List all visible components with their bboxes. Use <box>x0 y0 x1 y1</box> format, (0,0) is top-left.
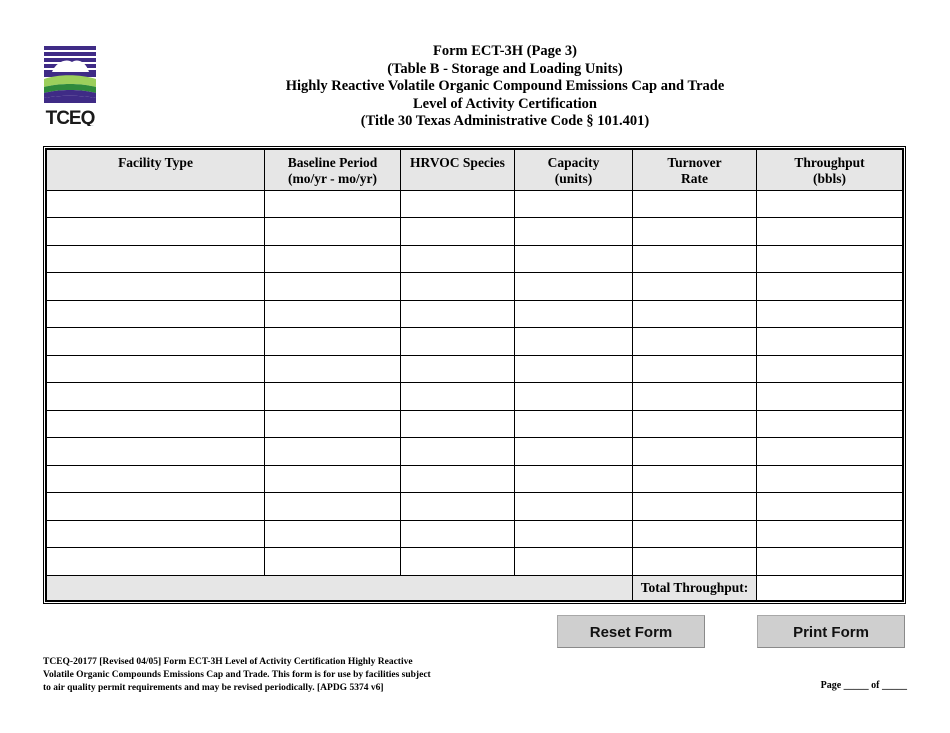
baseline-period-field[interactable] <box>265 465 401 492</box>
facility-type-field[interactable] <box>47 520 265 547</box>
throughput-field[interactable] <box>757 355 903 382</box>
footer-line-1: TCEQ-20177 [Revised 04/05] Form ECT-3H Level of Activity Certification Highly Reactive <box>43 657 413 667</box>
table-row <box>47 191 903 218</box>
throughput-field[interactable] <box>757 273 903 300</box>
hrvoc-species-field[interactable] <box>401 245 515 272</box>
baseline-period-field[interactable] <box>265 245 401 272</box>
total-throughput-field[interactable] <box>757 575 903 600</box>
baseline-period-field[interactable] <box>265 438 401 465</box>
form-title <box>200 43 810 131</box>
throughput-field[interactable] <box>757 245 903 272</box>
turnover-rate-field[interactable] <box>633 218 757 245</box>
col-header-baseline-period: Baseline Period (mo/yr - mo/yr) <box>265 150 401 191</box>
throughput-field[interactable] <box>757 328 903 355</box>
turnover-rate-field[interactable] <box>633 410 757 437</box>
title-line-3: Highly Reactive Volatile Organic Compound Emissions Cap and Trade <box>285 78 725 94</box>
table-row <box>47 328 903 355</box>
facility-type-field[interactable] <box>47 438 265 465</box>
hrvoc-species-field[interactable] <box>401 383 515 410</box>
hrvoc-species-field[interactable] <box>401 300 515 327</box>
turnover-rate-field[interactable] <box>633 383 757 410</box>
facility-type-field[interactable] <box>47 383 265 410</box>
title-line-2: (Table B - Storage and Loading Units) <box>387 60 623 77</box>
baseline-period-field[interactable] <box>265 520 401 547</box>
capacity-field[interactable] <box>515 410 633 437</box>
footer-line-3: to air quality permit requirements and may be revised periodically. [APDG 5374 v6] <box>43 683 384 693</box>
throughput-field[interactable] <box>757 218 903 245</box>
hrvoc-species-field[interactable] <box>401 328 515 355</box>
baseline-period-field[interactable] <box>265 328 401 355</box>
hrvoc-species-field[interactable] <box>401 273 515 300</box>
turnover-rate-field[interactable] <box>633 438 757 465</box>
facility-type-field[interactable] <box>47 410 265 437</box>
capacity-field[interactable] <box>515 245 633 272</box>
tceq-logo-text: TCEQ <box>45 108 95 126</box>
form-footer <box>43 656 463 695</box>
table-row <box>47 245 903 272</box>
facility-type-field[interactable] <box>47 273 265 300</box>
hrvoc-species-field[interactable] <box>401 548 515 575</box>
baseline-period-field[interactable] <box>265 383 401 410</box>
turnover-rate-field[interactable] <box>633 191 757 218</box>
storage-loading-table <box>43 146 906 604</box>
baseline-period-field[interactable] <box>265 493 401 520</box>
facility-type-field[interactable] <box>47 465 265 492</box>
hrvoc-species-field[interactable] <box>401 191 515 218</box>
turnover-rate-field[interactable] <box>633 548 757 575</box>
capacity-field[interactable] <box>515 438 633 465</box>
footer-line-2: Volatile Organic Compounds Emissions Cap and Trade. This form is for use by facilities subject <box>43 670 431 680</box>
table-row <box>47 300 903 327</box>
capacity-field[interactable] <box>515 191 633 218</box>
tceq-logo-icon <box>44 46 98 126</box>
baseline-period-field[interactable] <box>265 355 401 382</box>
col-header-hrvoc-species: HRVOC Species <box>401 150 515 191</box>
title-line-1: Form ECT-3H (Page 3) <box>432 43 578 59</box>
capacity-field[interactable] <box>515 548 633 575</box>
facility-type-field[interactable] <box>47 300 265 327</box>
col-header-capacity: Capacity (units) <box>515 150 633 191</box>
throughput-field[interactable] <box>757 300 903 327</box>
hrvoc-species-field[interactable] <box>401 465 515 492</box>
throughput-field[interactable] <box>757 520 903 547</box>
facility-type-field[interactable] <box>47 355 265 382</box>
baseline-period-field[interactable] <box>265 300 401 327</box>
capacity-field[interactable] <box>515 328 633 355</box>
table-row <box>47 493 903 520</box>
baseline-period-field[interactable] <box>265 410 401 437</box>
throughput-field[interactable] <box>757 410 903 437</box>
table-row <box>47 465 903 492</box>
title-line-4: Level of Activity Certification <box>412 95 597 112</box>
throughput-field[interactable] <box>757 191 903 218</box>
throughput-field[interactable] <box>757 438 903 465</box>
total-row-filler <box>47 575 633 600</box>
capacity-field[interactable] <box>515 273 633 300</box>
baseline-period-field[interactable] <box>265 218 401 245</box>
throughput-field[interactable] <box>757 493 903 520</box>
table-row <box>47 410 903 437</box>
table-row <box>47 438 903 465</box>
table-row <box>47 218 903 245</box>
page-number: Page _____ of _____ <box>820 680 907 691</box>
print-form-button[interactable]: Print Form <box>757 615 905 648</box>
turnover-rate-field[interactable] <box>633 273 757 300</box>
facility-type-field[interactable] <box>47 191 265 218</box>
table-row <box>47 520 903 547</box>
facility-type-field[interactable] <box>47 245 265 272</box>
turnover-rate-field[interactable] <box>633 355 757 382</box>
facility-type-field[interactable] <box>47 493 265 520</box>
capacity-field[interactable] <box>515 218 633 245</box>
turnover-rate-field[interactable] <box>633 328 757 355</box>
title-line-5: (Title 30 Texas Administrative Code § 101.401) <box>360 113 650 129</box>
turnover-rate-field[interactable] <box>633 465 757 492</box>
col-header-facility-type: Facility Type <box>47 150 265 191</box>
tceq-logo <box>44 46 98 126</box>
storage-loading-grid <box>46 149 903 601</box>
facility-type-field[interactable] <box>47 328 265 355</box>
baseline-period-field[interactable] <box>265 191 401 218</box>
col-header-throughput: Throughput (bbls) <box>757 150 903 191</box>
capacity-field[interactable] <box>515 355 633 382</box>
facility-type-field[interactable] <box>47 218 265 245</box>
hrvoc-species-field[interactable] <box>401 355 515 382</box>
turnover-rate-field[interactable] <box>633 520 757 547</box>
hrvoc-species-field[interactable] <box>401 438 515 465</box>
table-row <box>47 273 903 300</box>
hrvoc-species-field[interactable] <box>401 493 515 520</box>
table-header-row <box>47 150 903 191</box>
table-row <box>47 383 903 410</box>
table-row <box>47 355 903 382</box>
total-throughput-row <box>47 575 903 600</box>
capacity-field[interactable] <box>515 493 633 520</box>
capacity-field[interactable] <box>515 383 633 410</box>
turnover-rate-field[interactable] <box>633 300 757 327</box>
baseline-period-field[interactable] <box>265 273 401 300</box>
hrvoc-species-field[interactable] <box>401 410 515 437</box>
col-header-turnover-rate: Turnover Rate <box>633 150 757 191</box>
capacity-field[interactable] <box>515 300 633 327</box>
baseline-period-field[interactable] <box>265 548 401 575</box>
hrvoc-species-field[interactable] <box>401 218 515 245</box>
turnover-rate-field[interactable] <box>633 493 757 520</box>
total-throughput-label: Total Throughput: <box>633 575 757 600</box>
throughput-field[interactable] <box>757 548 903 575</box>
table-row <box>47 548 903 575</box>
throughput-field[interactable] <box>757 465 903 492</box>
reset-form-button[interactable]: Reset Form <box>557 615 705 648</box>
hrvoc-species-field[interactable] <box>401 520 515 547</box>
capacity-field[interactable] <box>515 520 633 547</box>
turnover-rate-field[interactable] <box>633 245 757 272</box>
facility-type-field[interactable] <box>47 548 265 575</box>
capacity-field[interactable] <box>515 465 633 492</box>
throughput-field[interactable] <box>757 383 903 410</box>
